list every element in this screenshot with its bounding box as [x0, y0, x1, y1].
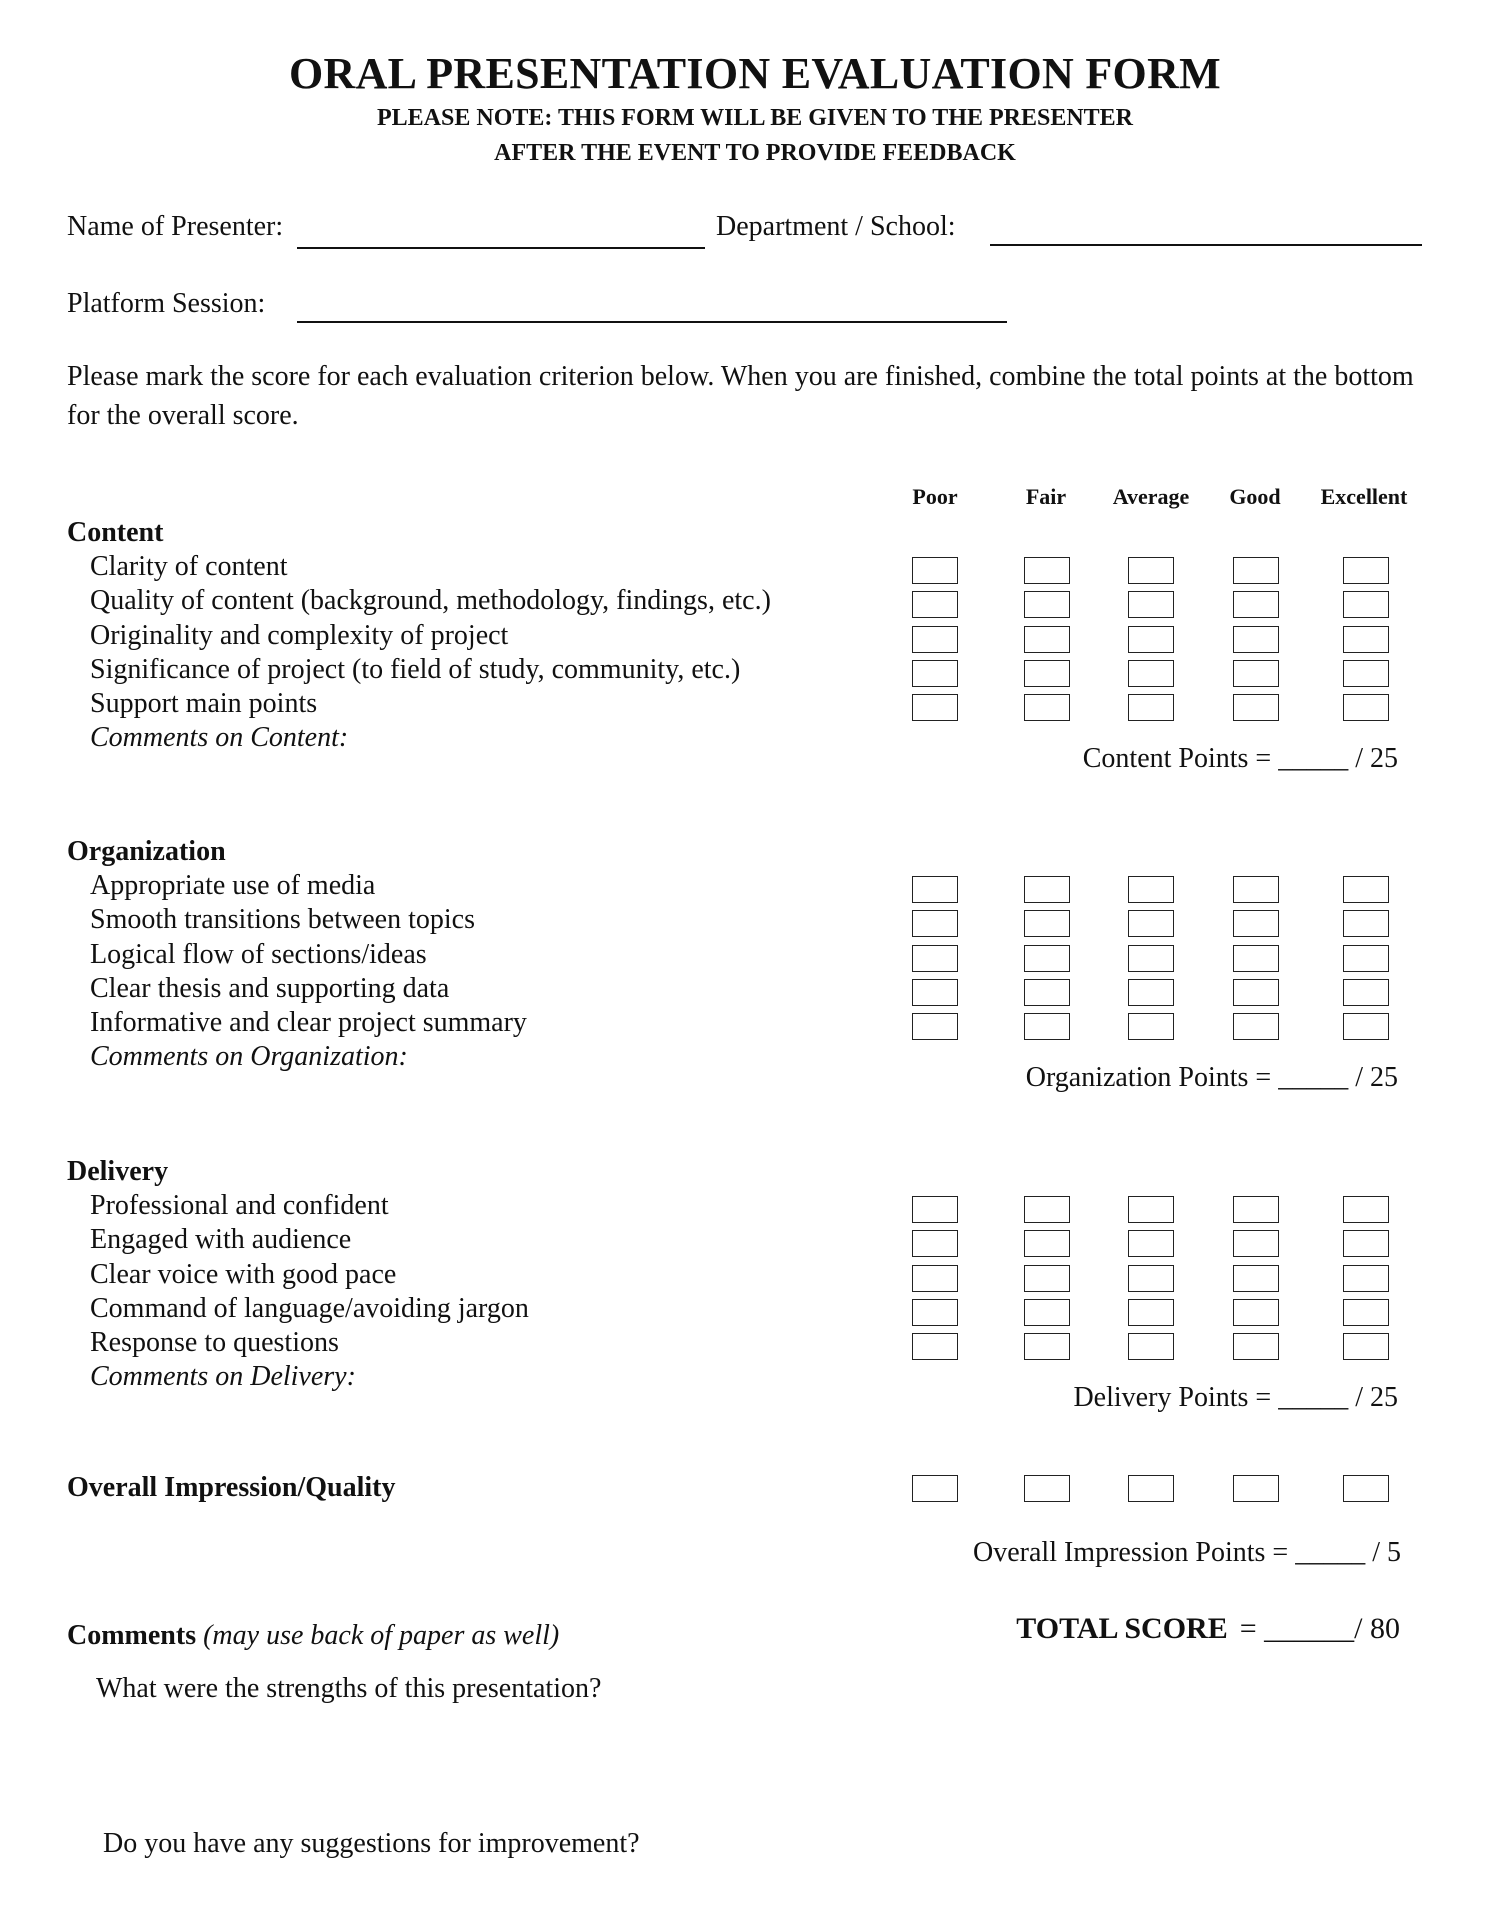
content-average-checkbox[interactable]	[1128, 557, 1174, 584]
overall-fair-checkbox[interactable]	[1024, 1475, 1070, 1502]
content-criterion-label: Quality of content (background, methodology, findings, etc.)	[90, 585, 771, 617]
organization-average-checkbox[interactable]	[1128, 979, 1174, 1006]
delivery-criterion-label: Professional and confident	[90, 1190, 389, 1222]
organization-criterion-label: Logical flow of sections/ideas	[90, 938, 427, 970]
department-label: Department / School:	[716, 211, 956, 242]
organization-average-checkbox[interactable]	[1128, 910, 1174, 937]
organization-excellent-checkbox[interactable]	[1343, 1013, 1389, 1040]
content-comments-label: Comments on Content:	[90, 722, 349, 754]
delivery-section-title: Delivery	[67, 1156, 169, 1187]
comments-title: Comments	[67, 1620, 197, 1651]
form-title: ORAL PRESENTATION EVALUATION FORM	[289, 49, 1221, 98]
delivery-average-checkbox[interactable]	[1128, 1196, 1174, 1223]
delivery-average-checkbox[interactable]	[1128, 1265, 1174, 1292]
content-good-checkbox[interactable]	[1233, 660, 1279, 687]
organization-points: Organization Points = _____ / 25	[1025, 1062, 1398, 1094]
delivery-fair-checkbox[interactable]	[1024, 1230, 1070, 1257]
organization-average-checkbox[interactable]	[1128, 1013, 1174, 1040]
delivery-fair-checkbox[interactable]	[1024, 1265, 1070, 1292]
overall-excellent-checkbox[interactable]	[1343, 1475, 1389, 1502]
organization-poor-checkbox[interactable]	[912, 910, 958, 937]
organization-poor-checkbox[interactable]	[912, 979, 958, 1006]
organization-criterion-label: Clear thesis and supporting data	[90, 972, 450, 1004]
organization-poor-checkbox[interactable]	[912, 945, 958, 972]
delivery-poor-checkbox[interactable]	[912, 1196, 958, 1223]
overall-impression-points: Overall Impression Points = _____ / 5	[973, 1537, 1401, 1568]
delivery-criterion-label: Response to questions	[90, 1327, 339, 1358]
content-criterion-label: Clarity of content	[90, 551, 288, 583]
overall-good-checkbox[interactable]	[1233, 1475, 1279, 1502]
content-criterion-label: Support main points	[90, 688, 318, 719]
delivery-excellent-checkbox[interactable]	[1343, 1230, 1389, 1257]
content-criterion-label: Significance of project (to field of study, community, etc.)	[90, 653, 741, 685]
organization-excellent-checkbox[interactable]	[1343, 945, 1389, 972]
organization-section-title: Organization	[67, 836, 226, 867]
content-fair-checkbox[interactable]	[1024, 626, 1070, 653]
organization-average-checkbox[interactable]	[1128, 876, 1174, 903]
delivery-poor-checkbox[interactable]	[912, 1230, 958, 1257]
delivery-excellent-checkbox[interactable]	[1343, 1265, 1389, 1292]
content-excellent-checkbox[interactable]	[1343, 660, 1389, 687]
delivery-fair-checkbox[interactable]	[1024, 1333, 1070, 1360]
content-fair-checkbox[interactable]	[1024, 591, 1070, 618]
content-fair-checkbox[interactable]	[1024, 660, 1070, 687]
delivery-good-checkbox[interactable]	[1233, 1299, 1279, 1326]
content-poor-checkbox[interactable]	[912, 660, 958, 687]
delivery-average-checkbox[interactable]	[1128, 1230, 1174, 1257]
delivery-points: Delivery Points = _____ / 25	[1073, 1382, 1398, 1414]
organization-poor-checkbox[interactable]	[912, 1013, 958, 1040]
content-poor-checkbox[interactable]	[912, 694, 958, 721]
strengths-question: What were the strengths of this presentation?	[96, 1673, 602, 1704]
rating-column-poor: Poor	[912, 484, 958, 509]
delivery-good-checkbox[interactable]	[1233, 1265, 1279, 1292]
presenter-name-line[interactable]	[297, 247, 705, 249]
platform-session-line[interactable]	[297, 321, 1007, 323]
content-average-checkbox[interactable]	[1128, 660, 1174, 687]
organization-fair-checkbox[interactable]	[1024, 979, 1070, 1006]
overall-average-checkbox[interactable]	[1128, 1475, 1174, 1502]
instructions: Please mark the score for each evaluation criterion below. When you are finished, combine the total points at the bottom for the overall score.	[67, 361, 1414, 431]
organization-criterion-label: Informative and clear project summary	[90, 1007, 527, 1038]
delivery-poor-checkbox[interactable]	[912, 1265, 958, 1292]
content-excellent-checkbox[interactable]	[1343, 591, 1389, 618]
total-score-label: TOTAL SCORE	[1016, 1612, 1228, 1645]
rating-column-fair: Fair	[1025, 484, 1067, 509]
organization-good-checkbox[interactable]	[1233, 910, 1279, 937]
delivery-average-checkbox[interactable]	[1128, 1299, 1174, 1326]
delivery-criterion-label: Engaged with audience	[90, 1224, 352, 1256]
overall-poor-checkbox[interactable]	[912, 1475, 958, 1502]
delivery-poor-checkbox[interactable]	[912, 1299, 958, 1326]
delivery-good-checkbox[interactable]	[1233, 1333, 1279, 1360]
organization-average-checkbox[interactable]	[1128, 945, 1174, 972]
organization-poor-checkbox[interactable]	[912, 876, 958, 903]
delivery-fair-checkbox[interactable]	[1024, 1299, 1070, 1326]
delivery-poor-checkbox[interactable]	[912, 1333, 958, 1360]
organization-excellent-checkbox[interactable]	[1343, 876, 1389, 903]
total-score-value: = ______/ 80	[1239, 1612, 1400, 1645]
organization-excellent-checkbox[interactable]	[1343, 910, 1389, 937]
form-note-line-1: PLEASE NOTE: THIS FORM WILL BE GIVEN TO THE PRESENTER	[377, 105, 1133, 131]
content-excellent-checkbox[interactable]	[1343, 694, 1389, 721]
organization-fair-checkbox[interactable]	[1024, 876, 1070, 903]
presenter-name-label: Name of Presenter:	[67, 211, 284, 242]
organization-good-checkbox[interactable]	[1233, 1013, 1279, 1040]
content-good-checkbox[interactable]	[1233, 626, 1279, 653]
delivery-fair-checkbox[interactable]	[1024, 1196, 1070, 1223]
content-good-checkbox[interactable]	[1233, 694, 1279, 721]
organization-good-checkbox[interactable]	[1233, 945, 1279, 972]
form-note-line-2: AFTER THE EVENT TO PROVIDE FEEDBACK	[494, 140, 1016, 166]
content-good-checkbox[interactable]	[1233, 557, 1279, 584]
content-section-title: Content	[67, 517, 164, 548]
content-good-checkbox[interactable]	[1233, 591, 1279, 618]
rating-column-good: Good	[1229, 484, 1281, 509]
content-fair-checkbox[interactable]	[1024, 694, 1070, 721]
content-average-checkbox[interactable]	[1128, 694, 1174, 721]
organization-fair-checkbox[interactable]	[1024, 945, 1070, 972]
comments-heading	[67, 1620, 559, 1652]
delivery-comments-label: Comments on Delivery:	[90, 1361, 356, 1393]
content-poor-checkbox[interactable]	[912, 591, 958, 618]
organization-comments-label: Comments on Organization:	[90, 1041, 408, 1073]
organization-good-checkbox[interactable]	[1233, 979, 1279, 1006]
delivery-good-checkbox[interactable]	[1233, 1196, 1279, 1223]
content-fair-checkbox[interactable]	[1024, 557, 1070, 584]
delivery-average-checkbox[interactable]	[1128, 1333, 1174, 1360]
overall-impression-title: Overall Impression/Quality	[67, 1472, 396, 1503]
organization-fair-checkbox[interactable]	[1024, 910, 1070, 937]
organization-criterion-label: Smooth transitions between topics	[90, 904, 475, 936]
content-excellent-checkbox[interactable]	[1343, 626, 1389, 653]
content-excellent-checkbox[interactable]	[1343, 557, 1389, 584]
rating-column-average: Average	[1112, 484, 1190, 509]
delivery-criterion-label: Clear voice with good pace	[90, 1258, 397, 1290]
delivery-excellent-checkbox[interactable]	[1343, 1196, 1389, 1223]
delivery-good-checkbox[interactable]	[1233, 1230, 1279, 1257]
delivery-excellent-checkbox[interactable]	[1343, 1333, 1389, 1360]
content-poor-checkbox[interactable]	[912, 557, 958, 584]
delivery-criterion-label: Command of language/avoiding jargon	[90, 1292, 529, 1324]
content-poor-checkbox[interactable]	[912, 626, 958, 653]
content-criterion-label: Originality and complexity of project	[90, 619, 509, 651]
rating-column-excellent: Excellent	[1320, 484, 1408, 509]
total-score	[1016, 1612, 1400, 1646]
delivery-excellent-checkbox[interactable]	[1343, 1299, 1389, 1326]
organization-excellent-checkbox[interactable]	[1343, 979, 1389, 1006]
organization-criterion-label: Appropriate use of media	[90, 870, 376, 902]
platform-session-label: Platform Session:	[67, 288, 266, 319]
organization-fair-checkbox[interactable]	[1024, 1013, 1070, 1040]
improvement-question: Do you have any suggestions for improvement?	[103, 1828, 640, 1859]
content-points: Content Points = _____ / 25	[1082, 743, 1398, 775]
comments-subtitle: (may use back of paper as well)	[203, 1620, 560, 1651]
department-line[interactable]	[990, 244, 1422, 246]
organization-good-checkbox[interactable]	[1233, 876, 1279, 903]
content-average-checkbox[interactable]	[1128, 591, 1174, 618]
content-average-checkbox[interactable]	[1128, 626, 1174, 653]
